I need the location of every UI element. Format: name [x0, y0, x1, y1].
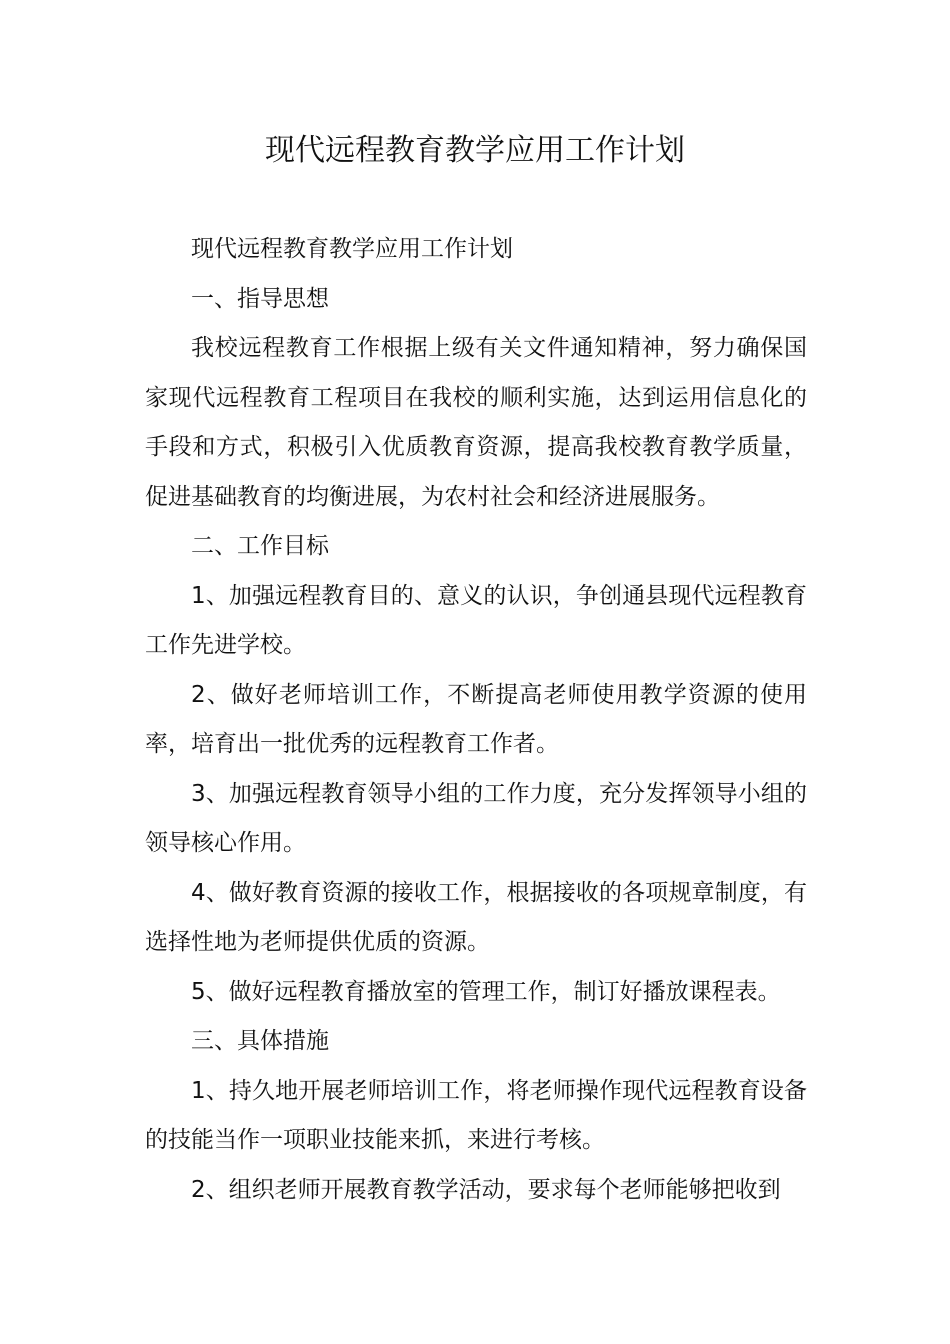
list-item-goal-2: 2、做好老师培训工作，不断提高老师使用教学资源的使用率，培育出一批优秀的远程教育工作者。 — [145, 681, 807, 757]
list-item-goal-4: 4、做好教育资源的接收工作，根据接收的各项规章制度，有选择性地为老师提供优质的资源。 — [145, 879, 807, 955]
document-title: 现代远程教育教学应用工作计划 — [265, 133, 685, 168]
section-heading-work-goals: 二、工作目标 — [191, 533, 329, 559]
list-item-goal-5: 5、做好远程教育播放室的管理工作，制订好播放课程表。 — [191, 978, 781, 1005]
list-item-goal-1: 1、加强远程教育目的、意义的认识，争创通县现代远程教育工作先进学校。 — [145, 582, 807, 658]
section-heading-specific-measures: 三、具体措施 — [191, 1028, 329, 1054]
subtitle-paragraph: 现代远程教育教学应用工作计划 — [191, 236, 513, 262]
list-item-measure-2: 2、组织老师开展教育教学活动，要求每个老师能够把收到 — [191, 1176, 781, 1203]
document-body — [145, 225, 807, 1215]
body-paragraph: 我校远程教育工作根据上级有关文件通知精神，努力确保国家现代远程教育工程项目在我校的顺利实施，达到运用信息化的手段和方式，积极引入优质教育资源，提高我校教育教学质量，促进基础教育的均衡进展，为农村社会和经济进展服务。 — [145, 335, 807, 510]
list-item-goal-3: 3、加强远程教育领导小组的工作力度，充分发挥领导小组的领导核心作用。 — [145, 780, 807, 856]
section-heading-guiding-ideology: 一、指导思想 — [191, 285, 329, 312]
list-item-measure-1: 1、持久地开展老师培训工作，将老师操作现代远程教育设备的技能当作一项职业技能来抓，来进行考核。 — [145, 1077, 807, 1153]
